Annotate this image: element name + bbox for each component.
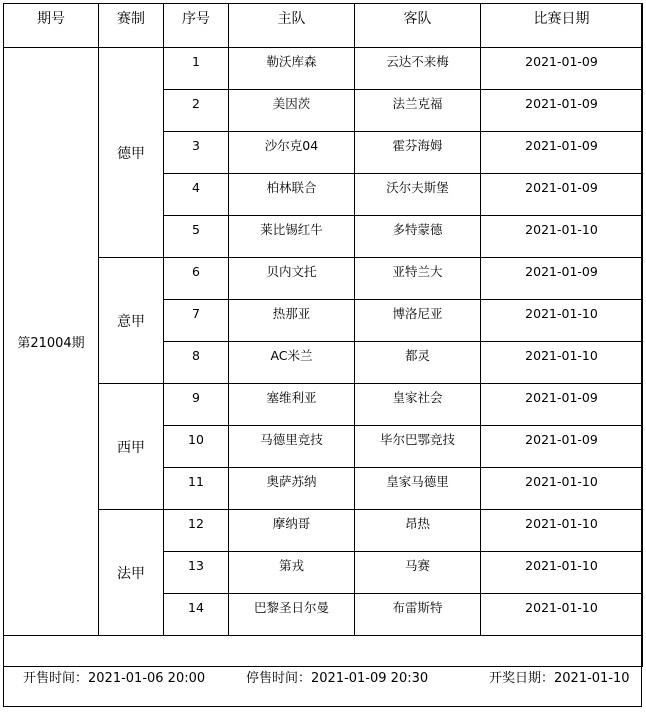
header-away: 客队 [355,4,481,48]
league-cell-ligue-1: 法甲 [99,510,164,636]
match-no: 6 [164,258,229,300]
away-team: 亚特兰大 [355,258,481,300]
header-period: 期号 [4,4,99,48]
table-row [4,384,643,426]
match-date: 2021-01-10 [481,216,643,258]
match-date: 2021-01-10 [481,594,643,636]
match-date: 2021-01-09 [481,174,643,216]
draw-date: 开奖日期：2021-01-10 [489,671,630,686]
match-no: 2 [164,90,229,132]
period-cell: 第21004期 [4,48,99,636]
away-team: 马赛 [355,552,481,594]
home-team: 柏林联合 [229,174,355,216]
match-no: 3 [164,132,229,174]
match-date: 2021-01-10 [481,342,643,384]
match-date: 2021-01-10 [481,300,643,342]
away-team: 都灵 [355,342,481,384]
sale-info-footer [3,664,642,694]
league-cell-bundesliga: 德甲 [99,48,164,258]
home-team: 奥萨苏纳 [229,468,355,510]
match-no: 13 [164,552,229,594]
match-schedule-table [3,3,643,667]
away-team: 布雷斯特 [355,594,481,636]
match-date: 2021-01-09 [481,258,643,300]
match-date: 2021-01-09 [481,132,643,174]
header-date: 比赛日期 [481,4,643,48]
sale-stop-time: 停售时间：2021-01-09 20:30 [246,671,429,686]
home-team: 摩纳哥 [229,510,355,552]
home-team: 巴黎圣日尔曼 [229,594,355,636]
match-no: 11 [164,468,229,510]
home-team: 马德里竞技 [229,426,355,468]
away-team: 昂热 [355,510,481,552]
match-no: 5 [164,216,229,258]
match-date: 2021-01-09 [481,384,643,426]
match-date: 2021-01-09 [481,90,643,132]
table-row [4,510,643,552]
home-team: 第戎 [229,552,355,594]
away-team: 博洛尼亚 [355,300,481,342]
home-team: 贝内文托 [229,258,355,300]
blank-row [4,636,643,667]
home-team: 美因茨 [229,90,355,132]
match-no: 1 [164,48,229,90]
home-team: 沙尔克04 [229,132,355,174]
away-team: 云达不来梅 [355,48,481,90]
away-team: 霍芬海姆 [355,132,481,174]
header-row [4,4,643,48]
table-row [4,258,643,300]
match-date: 2021-01-10 [481,552,643,594]
away-team: 皇家社会 [355,384,481,426]
match-no: 4 [164,174,229,216]
match-no: 12 [164,510,229,552]
home-team: AC米兰 [229,342,355,384]
away-team: 法兰克福 [355,90,481,132]
away-team: 沃尔夫斯堡 [355,174,481,216]
table-row [4,48,643,90]
header-home: 主队 [229,4,355,48]
blank-cell [4,636,643,667]
header-no: 序号 [164,4,229,48]
match-no: 10 [164,426,229,468]
home-team: 勒沃库森 [229,48,355,90]
header-league: 赛制 [99,4,164,48]
match-date: 2021-01-09 [481,48,643,90]
match-no: 8 [164,342,229,384]
away-team: 多特蒙德 [355,216,481,258]
home-team: 莱比锡红牛 [229,216,355,258]
home-team: 塞维利亚 [229,384,355,426]
league-cell-la-liga: 西甲 [99,384,164,510]
away-team: 皇家马德里 [355,468,481,510]
league-cell-serie-a: 意甲 [99,258,164,384]
match-no: 9 [164,384,229,426]
match-date: 2021-01-10 [481,468,643,510]
match-date: 2021-01-09 [481,426,643,468]
match-no: 14 [164,594,229,636]
away-team: 毕尔巴鄂竞技 [355,426,481,468]
match-date: 2021-01-10 [481,510,643,552]
sale-start-time: 开售时间：2021-01-06 20:00 [23,671,206,686]
match-no: 7 [164,300,229,342]
home-team: 热那亚 [229,300,355,342]
